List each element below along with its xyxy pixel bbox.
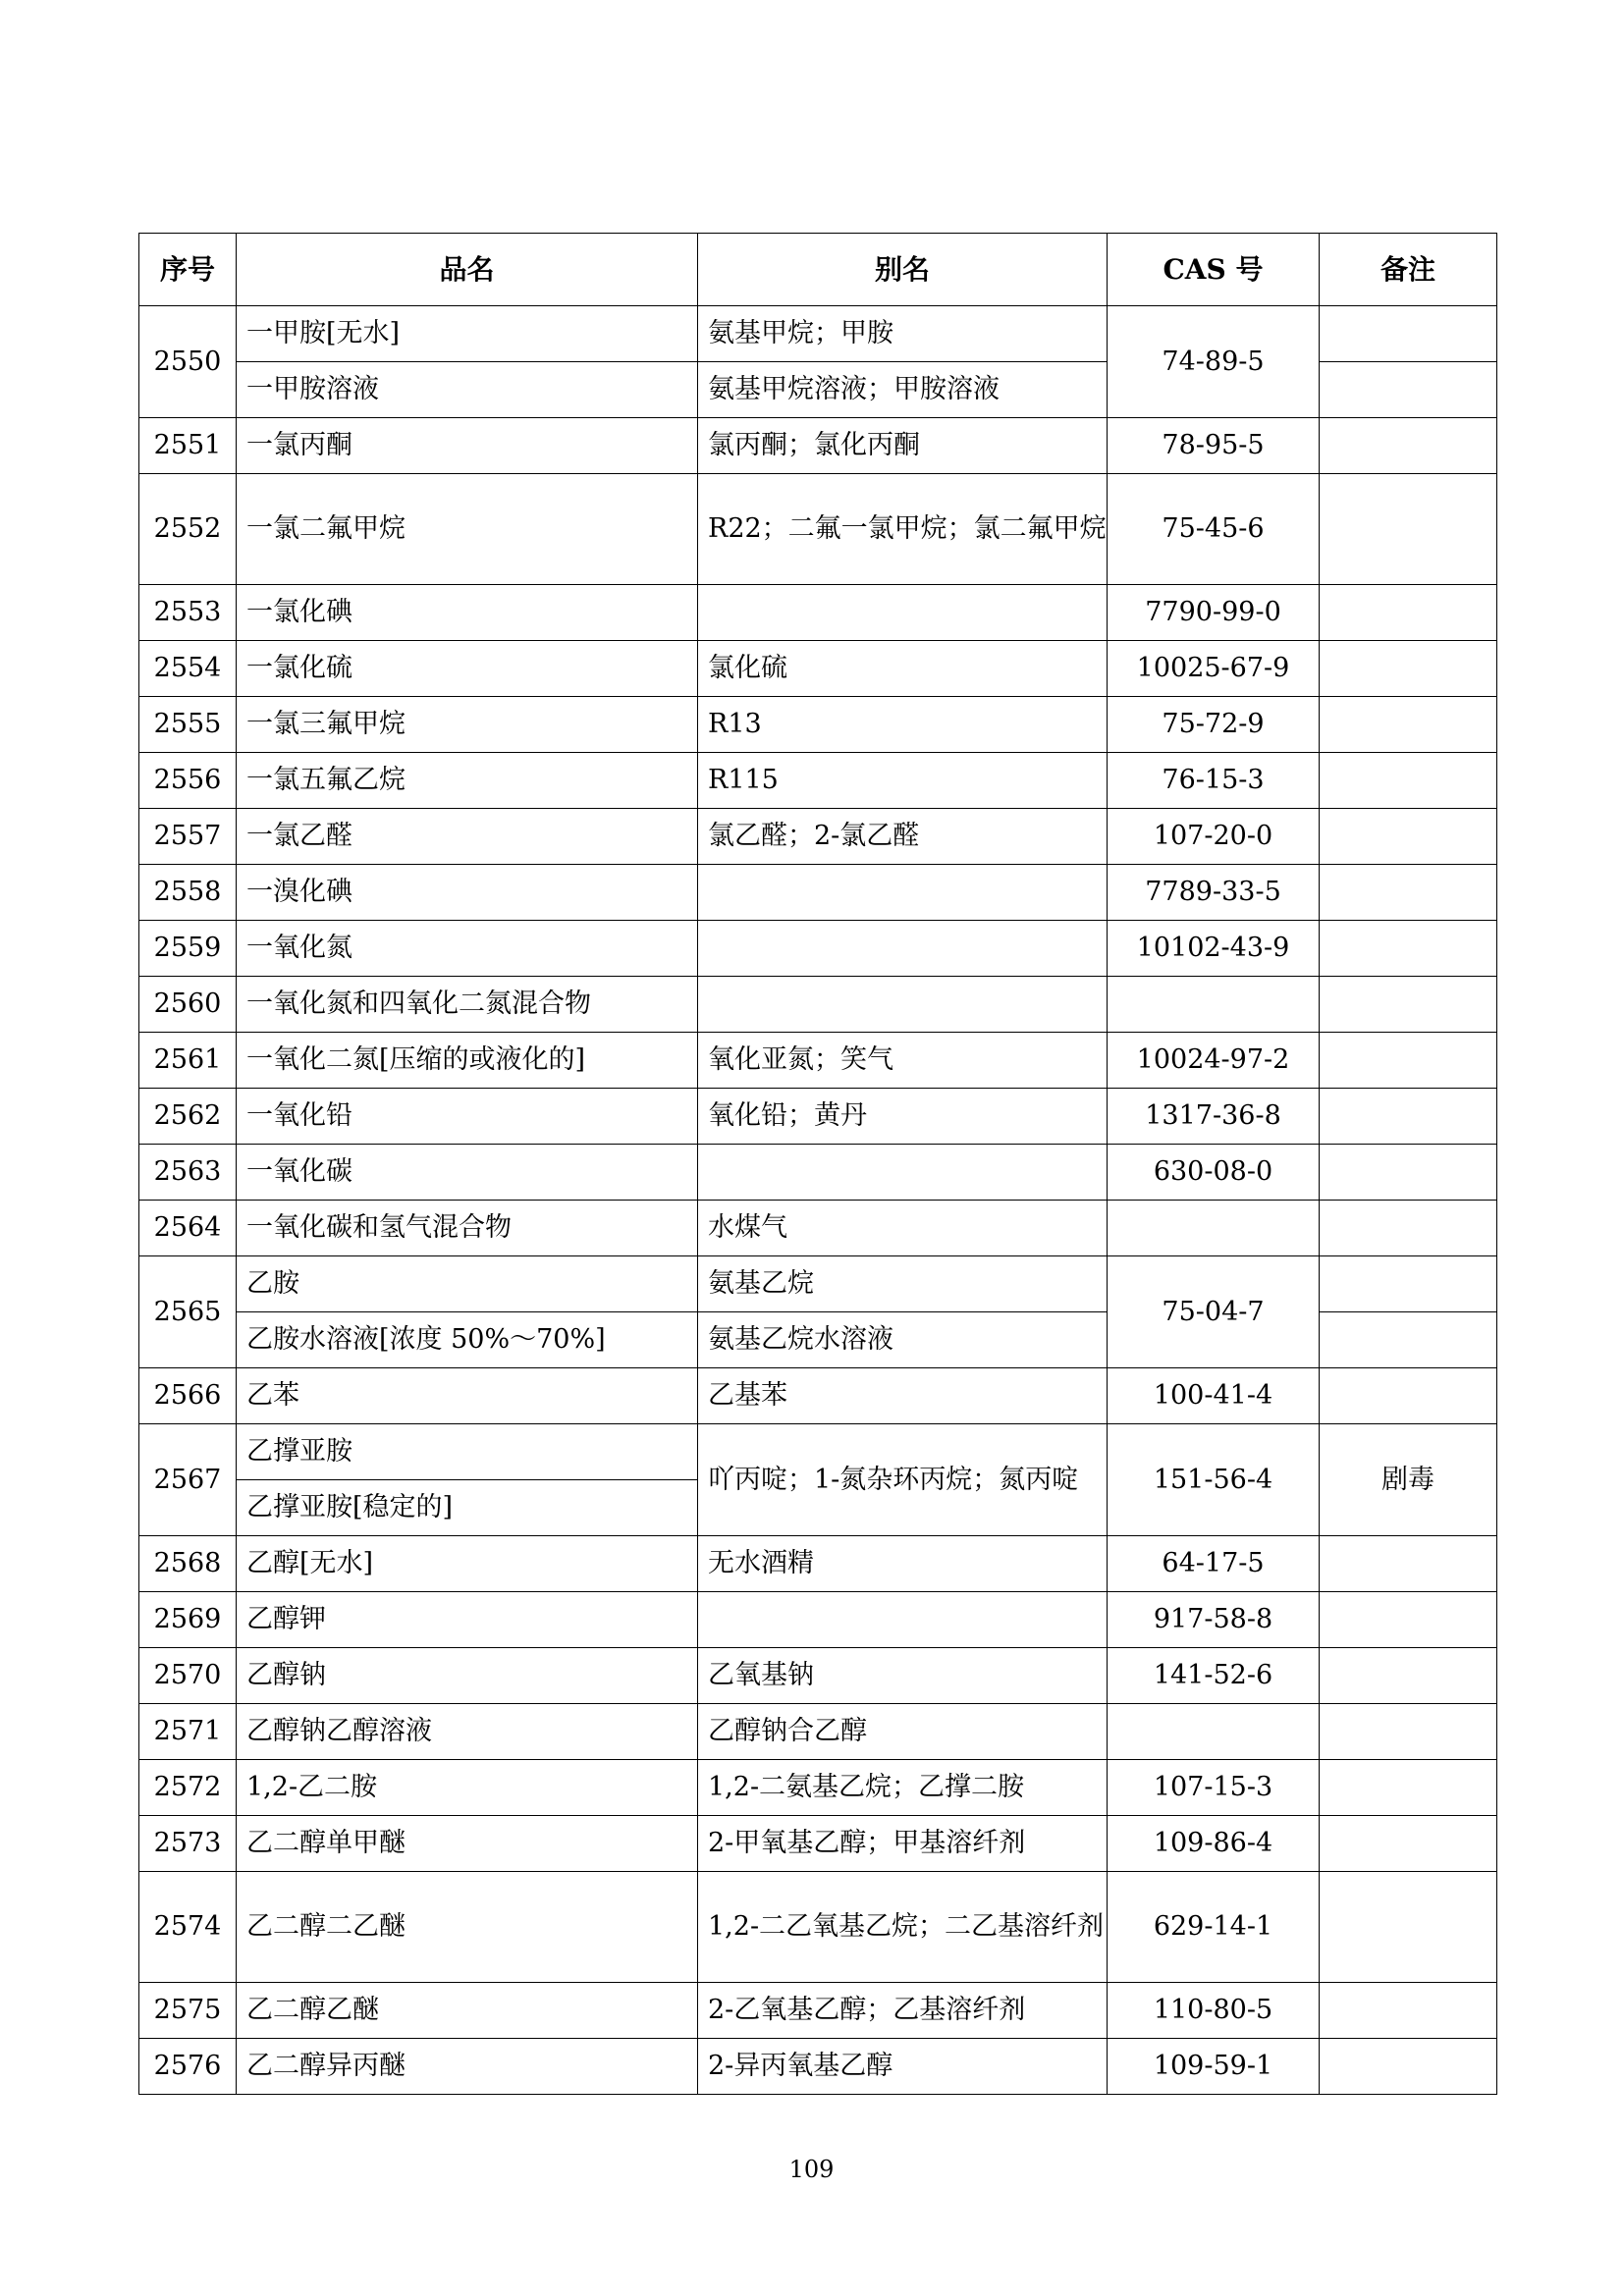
note-cell	[1320, 753, 1497, 809]
header-seq: 序号	[139, 234, 237, 306]
alias-cell: R13	[698, 697, 1108, 753]
note-cell	[1320, 1592, 1497, 1648]
table-row	[139, 1816, 1497, 1872]
table-row	[139, 977, 1497, 1033]
note-cell: 剧毒	[1320, 1424, 1497, 1536]
name-cell: 一氯三氟甲烷	[237, 697, 698, 753]
note-cell	[1320, 1983, 1497, 2039]
name-cell: 一氯乙醛	[237, 809, 698, 865]
cas-cell: 1317-36-8	[1108, 1089, 1320, 1145]
note-cell	[1320, 921, 1497, 977]
table-row	[139, 1704, 1497, 1760]
note-cell	[1320, 1089, 1497, 1145]
name-cell: 一氯二氟甲烷	[237, 474, 698, 585]
table-row	[139, 1872, 1497, 1983]
name-cell: 一氧化碳和氢气混合物	[237, 1201, 698, 1256]
cas-cell: 78-95-5	[1108, 418, 1320, 474]
alias-cell: 氯化硫	[698, 641, 1108, 697]
name-cell: 一氧化铅	[237, 1089, 698, 1145]
note-cell	[1320, 1145, 1497, 1201]
alias-cell	[698, 977, 1108, 1033]
cas-cell: 7790-99-0	[1108, 585, 1320, 641]
alias-cell	[698, 865, 1108, 921]
cas-cell: 630-08-0	[1108, 1145, 1320, 1201]
table-row	[139, 921, 1497, 977]
seq-cell: 2567	[139, 1424, 237, 1536]
name-cell: 一氧化碳	[237, 1145, 698, 1201]
cas-cell	[1108, 977, 1320, 1033]
note-cell	[1320, 697, 1497, 753]
alias-cell: 氨基甲烷；甲胺	[698, 306, 1108, 362]
cas-cell: 141-52-6	[1108, 1648, 1320, 1704]
alias-cell: 乙氧基钠	[698, 1648, 1108, 1704]
table-row	[139, 1089, 1497, 1145]
name-cell: 乙醇钠乙醇溶液	[237, 1704, 698, 1760]
seq-cell: 2568	[139, 1536, 237, 1592]
note-cell	[1320, 306, 1497, 362]
cas-cell: 64-17-5	[1108, 1536, 1320, 1592]
name-cell: 1,2-乙二胺	[237, 1760, 698, 1816]
table-row	[139, 585, 1497, 641]
alias-cell: 氯乙醛；2-氯乙醛	[698, 809, 1108, 865]
note-cell	[1320, 1201, 1497, 1256]
seq-cell: 2570	[139, 1648, 237, 1704]
alias-cell: 乙醇钠合乙醇	[698, 1704, 1108, 1760]
chemical-table	[138, 233, 1497, 2095]
name-cell: 一氧化二氮[压缩的或液化的]	[237, 1033, 698, 1089]
seq-cell: 2573	[139, 1816, 237, 1872]
table-row	[139, 474, 1497, 585]
note-cell	[1320, 641, 1497, 697]
name-cell: 乙二醇乙醚	[237, 1983, 698, 2039]
alias-cell: 水煤气	[698, 1201, 1108, 1256]
alias-cell: 1,2-二氨基乙烷；乙撑二胺	[698, 1760, 1108, 1816]
header-note: 备注	[1320, 234, 1497, 306]
table-row	[139, 1760, 1497, 1816]
note-cell	[1320, 418, 1497, 474]
alias-cell	[698, 1145, 1108, 1201]
name-cell: 乙醇钠	[237, 1648, 698, 1704]
name-cell: 乙苯	[237, 1368, 698, 1424]
name-cell: 乙二醇异丙醚	[237, 2039, 698, 2095]
name-cell: 一氧化氮和四氧化二氮混合物	[237, 977, 698, 1033]
seq-cell: 2562	[139, 1089, 237, 1145]
seq-cell: 2575	[139, 1983, 237, 2039]
page-number: 109	[788, 2156, 835, 2183]
table-row	[139, 753, 1497, 809]
note-cell	[1320, 1033, 1497, 1089]
seq-cell: 2569	[139, 1592, 237, 1648]
note-cell	[1320, 1368, 1497, 1424]
cas-cell: 75-04-7	[1108, 1256, 1320, 1368]
seq-cell: 2572	[139, 1760, 237, 1816]
table-row	[139, 1648, 1497, 1704]
alias-cell	[698, 585, 1108, 641]
cas-cell: 109-59-1	[1108, 2039, 1320, 2095]
note-cell	[1320, 977, 1497, 1033]
name-cell: 一甲胺[无水]	[237, 306, 698, 362]
alias-cell	[698, 921, 1108, 977]
seq-cell: 2566	[139, 1368, 237, 1424]
cas-cell: 75-45-6	[1108, 474, 1320, 585]
table-header-row	[139, 234, 1497, 306]
seq-cell: 2564	[139, 1201, 237, 1256]
seq-cell: 2563	[139, 1145, 237, 1201]
seq-cell: 2550	[139, 306, 237, 418]
name-cell: 乙醇钾	[237, 1592, 698, 1648]
alias-cell: 2-甲氧基乙醇；甲基溶纤剂	[698, 1816, 1108, 1872]
table-row	[139, 641, 1497, 697]
cas-cell	[1108, 1704, 1320, 1760]
alias-cell: 无水酒精	[698, 1536, 1108, 1592]
seq-cell: 2561	[139, 1033, 237, 1089]
cas-cell: 10102-43-9	[1108, 921, 1320, 977]
table-row	[139, 1368, 1497, 1424]
name-cell: 乙醇[无水]	[237, 1536, 698, 1592]
cas-cell: 7789-33-5	[1108, 865, 1320, 921]
seq-cell: 2574	[139, 1872, 237, 1983]
note-cell	[1320, 1256, 1497, 1312]
cas-cell: 10025-67-9	[1108, 641, 1320, 697]
note-cell	[1320, 362, 1497, 418]
alias-cell: 乙基苯	[698, 1368, 1108, 1424]
note-cell	[1320, 1816, 1497, 1872]
note-cell	[1320, 474, 1497, 585]
table-row	[139, 1983, 1497, 2039]
seq-cell: 2565	[139, 1256, 237, 1368]
cas-cell: 107-15-3	[1108, 1760, 1320, 1816]
note-cell	[1320, 1704, 1497, 1760]
cas-cell	[1108, 1201, 1320, 1256]
note-cell	[1320, 865, 1497, 921]
cas-cell: 74-89-5	[1108, 306, 1320, 418]
alias-cell: 2-乙氧基乙醇；乙基溶纤剂	[698, 1983, 1108, 2039]
note-cell	[1320, 585, 1497, 641]
note-cell	[1320, 1760, 1497, 1816]
cas-cell: 110-80-5	[1108, 1983, 1320, 2039]
seq-cell: 2557	[139, 809, 237, 865]
seq-cell: 2558	[139, 865, 237, 921]
cas-cell: 100-41-4	[1108, 1368, 1320, 1424]
table-row	[139, 697, 1497, 753]
cas-cell: 75-72-9	[1108, 697, 1320, 753]
header-alias: 别名	[698, 234, 1108, 306]
note-cell	[1320, 1648, 1497, 1704]
name-cell: 一氯五氟乙烷	[237, 753, 698, 809]
name-cell: 一甲胺溶液	[237, 362, 698, 418]
table-row	[139, 1145, 1497, 1201]
alias-cell: 氯丙酮；氯化丙酮	[698, 418, 1108, 474]
seq-cell: 2556	[139, 753, 237, 809]
name-cell: 乙胺水溶液[浓度 50%～70%]	[237, 1312, 698, 1368]
name-cell: 一氯丙酮	[237, 418, 698, 474]
cas-cell: 917-58-8	[1108, 1592, 1320, 1648]
table-row	[139, 1033, 1497, 1089]
name-cell: 一氯化碘	[237, 585, 698, 641]
seq-cell: 2552	[139, 474, 237, 585]
cas-cell: 76-15-3	[1108, 753, 1320, 809]
alias-cell: 吖丙啶；1-氮杂环丙烷；氮丙啶	[698, 1424, 1108, 1536]
cas-cell: 629-14-1	[1108, 1872, 1320, 1983]
alias-cell: 氨基乙烷水溶液	[698, 1312, 1108, 1368]
alias-cell: R115	[698, 753, 1108, 809]
table-row	[139, 418, 1497, 474]
alias-cell: 氨基甲烷溶液；甲胺溶液	[698, 362, 1108, 418]
alias-cell: 氨基乙烷	[698, 1256, 1108, 1312]
table-row	[139, 809, 1497, 865]
cas-cell: 151-56-4	[1108, 1424, 1320, 1536]
seq-cell: 2576	[139, 2039, 237, 2095]
table-row	[139, 1424, 1497, 1480]
table-row	[139, 1256, 1497, 1312]
name-cell: 乙胺	[237, 1256, 698, 1312]
seq-cell: 2571	[139, 1704, 237, 1760]
note-cell	[1320, 2039, 1497, 2095]
seq-cell: 2555	[139, 697, 237, 753]
seq-cell: 2554	[139, 641, 237, 697]
name-cell: 乙撑亚胺	[237, 1424, 698, 1480]
cas-cell: 107-20-0	[1108, 809, 1320, 865]
name-cell: 一溴化碘	[237, 865, 698, 921]
table-row	[139, 306, 1497, 362]
seq-cell: 2553	[139, 585, 237, 641]
note-cell	[1320, 1312, 1497, 1368]
alias-cell: 1,2-二乙氧基乙烷；二乙基溶纤剂	[698, 1872, 1108, 1983]
seq-cell: 2560	[139, 977, 237, 1033]
cas-cell: 10024-97-2	[1108, 1033, 1320, 1089]
seq-cell: 2551	[139, 418, 237, 474]
table-row	[139, 865, 1497, 921]
name-cell: 一氯化硫	[237, 641, 698, 697]
name-cell: 乙二醇二乙醚	[237, 1872, 698, 1983]
alias-cell: 2-异丙氧基乙醇	[698, 2039, 1108, 2095]
header-cas: CAS 号	[1108, 234, 1320, 306]
name-cell: 乙撑亚胺[稳定的]	[237, 1480, 698, 1536]
note-cell	[1320, 809, 1497, 865]
header-name: 品名	[237, 234, 698, 306]
table-row	[139, 1201, 1497, 1256]
alias-cell: 氧化铅；黄丹	[698, 1089, 1108, 1145]
table-row	[139, 2039, 1497, 2095]
cas-cell: 109-86-4	[1108, 1816, 1320, 1872]
name-cell: 一氧化氮	[237, 921, 698, 977]
alias-cell: 氧化亚氮；笑气	[698, 1033, 1108, 1089]
alias-cell	[698, 1592, 1108, 1648]
table-row	[139, 1592, 1497, 1648]
name-cell: 乙二醇单甲醚	[237, 1816, 698, 1872]
note-cell	[1320, 1872, 1497, 1983]
note-cell	[1320, 1536, 1497, 1592]
seq-cell: 2559	[139, 921, 237, 977]
alias-cell: R22；二氟一氯甲烷；氯二氟甲烷	[698, 474, 1108, 585]
table-row	[139, 1536, 1497, 1592]
